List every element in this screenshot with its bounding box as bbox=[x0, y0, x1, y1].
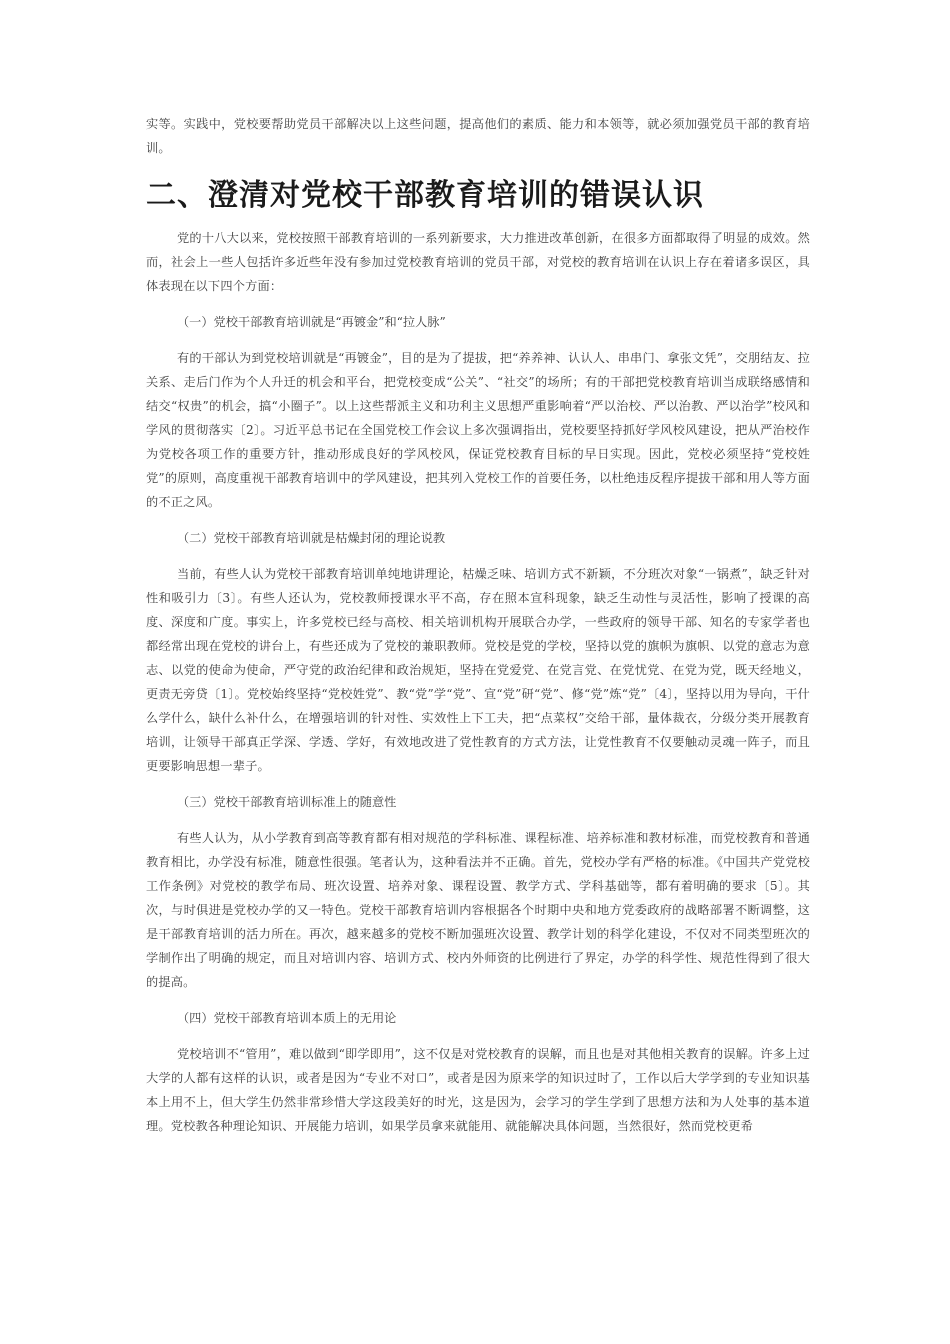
subsection-3-text: 有些人认为，从小学教育到高等教育都有相对规范的学科标准、课程标准、培养标准和教材标准，而党校教育和普通教育相比，办学没有标准，随意性很强。笔者认为，这种看法并不正确。首先，党校办学有严格的标准。《中国共产党党校工作条例》对党校的教学布局、班次设置、培养对象、课程设置、教学方式、学科基础等，都有着明确的要求〔5〕。其次，与时俱进是党校办学的又一特色。党校干部教育培训内容根据各个时期中央和地方党委政府的战略部署不断调整，这是干部教育培训的活力所在。再次，越来越多的党校不断加强班次设置、教学计划的科学化建设，不仅对不同类型班次的学制作出了明确的规定，而且对培训内容、培训方式、校内外师资的比例进行了界定，办学的科学性、规范性得到了很大的提高。 bbox=[146, 831, 810, 989]
subsection-2-text: 当前，有些人认为党校干部教育培训单纯地讲理论，枯燥乏味、培训方式不新颖，不分班次对象“一锅煮”，缺乏针对性和吸引力〔3〕。有些人还认为，党校教师授课水平不高，存在照本宣科现象，缺乏生动性与灵活性，影响了授课的高度、深度和广度。事实上，许多党校已经与高校、相关培训机构开展联合办学，一些政府的领导干部、知名的专家学者也都经常出现在党校的讲台上，有些还成为了党校的兼职教师。党校是党的学校，坚持以党的旗帜为旗帜、以党的意志为意志、以党的使命为使命，严守党的政治纪律和政治规矩，坚持在党爱党、在党言党、在党忧党、在党为党，既天经地义，更责无旁贷〔1〕。党校始终坚持“党校姓党”、教“党”学“党”、宣“党”研“党”、修“党”炼“党”〔4〕，坚持以用为导向，干什么学什么，缺什么补什么，在增强培训的针对性、实效性上下工夫，把“点菜权”交给干部，量体裁衣，分级分类开展教育培训，让领导干部真正学深、学透、学好，有效地改进了党性教育的方式方法，让党性教育不仅要触动灵魂一阵子，而且更要影响思想一辈子。 bbox=[146, 567, 810, 773]
subsection-4-text: 党校培训不“管用”，难以做到“即学即用”，这不仅是对党校教育的误解，而且也是对其他相关教育的误解。许多上过大学的人都有这样的认识，或者是因为“专业不对口”，或者是因为原来学的知识过时了，工作以后大学学到的专业知识基本上用不上，但大学生仍然非常珍惜大学这段美好的时光，这是因为，会学习的学生学到了思想方法和为人处事的基本道理。党校教各种理论知识、开展能力培训，如果学员拿来就能用、就能解决具体问题，当然很好，然而党校更希 bbox=[146, 1047, 810, 1133]
section-heading: 二、澄清对党校干部教育培训的错误认识 bbox=[146, 178, 704, 213]
intro-paragraph: 实等。实践中，党校要帮助党员干部解决以上这些问题，提高他们的素质、能力和本领等，就必须加强党员干部的教育培训。 bbox=[146, 117, 810, 155]
subsection-4-title: （四）党校干部教育培训本质上的无用论 bbox=[177, 1011, 397, 1025]
subsection-1-title: （一）党校干部教育培训就是“再镀金”和“拉人脉” bbox=[177, 315, 446, 329]
document-content bbox=[146, 112, 810, 1138]
subsection-3-title: （三）党校干部教育培训标准上的随意性 bbox=[177, 795, 397, 809]
subsection-2-title: （二）党校干部教育培训就是枯燥封闭的理论说教 bbox=[177, 531, 446, 545]
section-intro-paragraph: 党的十八大以来，党校按照干部教育培训的一系列新要求，大力推进改革创新，在很多方面都取得了明显的成效。然而，社会上一些人包括许多近些年没有参加过党校教育培训的党员干部，对党校的教育培训在认识上存在着诸多误区，具体表现在以下四个方面： bbox=[146, 231, 810, 293]
subsection-1-text: 有的干部认为到党校培训就是“再镀金”，目的是为了提拔，把“养养神、认认人、串串门、拿张文凭”，交朋结友、拉关系、走后门作为个人升迁的机会和平台，把党校变成“公关”、“社交”的场所；有的干部把党校教育培训当成联络感情和结交“权贵”的机会，搞“小圈子”。以上这些帮派主义和功利主义思想严重影响着“严以治校、严以治教、严以治学”校风和学风的贯彻落实〔2〕。习近平总书记在全国党校工作会议上多次强调指出，党校要坚持抓好学风校风建设，把从严治校作为党校各项工作的重要方针，推动形成良好的学风校风，保证党校教育目标的早日实现。因此，党校必须坚持“党校姓党”的原则，高度重视干部教育培训中的学风建设，把其列入党校工作的首要任务，以杜绝违反程序提拔干部和用人等方面的不正之风。 bbox=[146, 351, 810, 509]
